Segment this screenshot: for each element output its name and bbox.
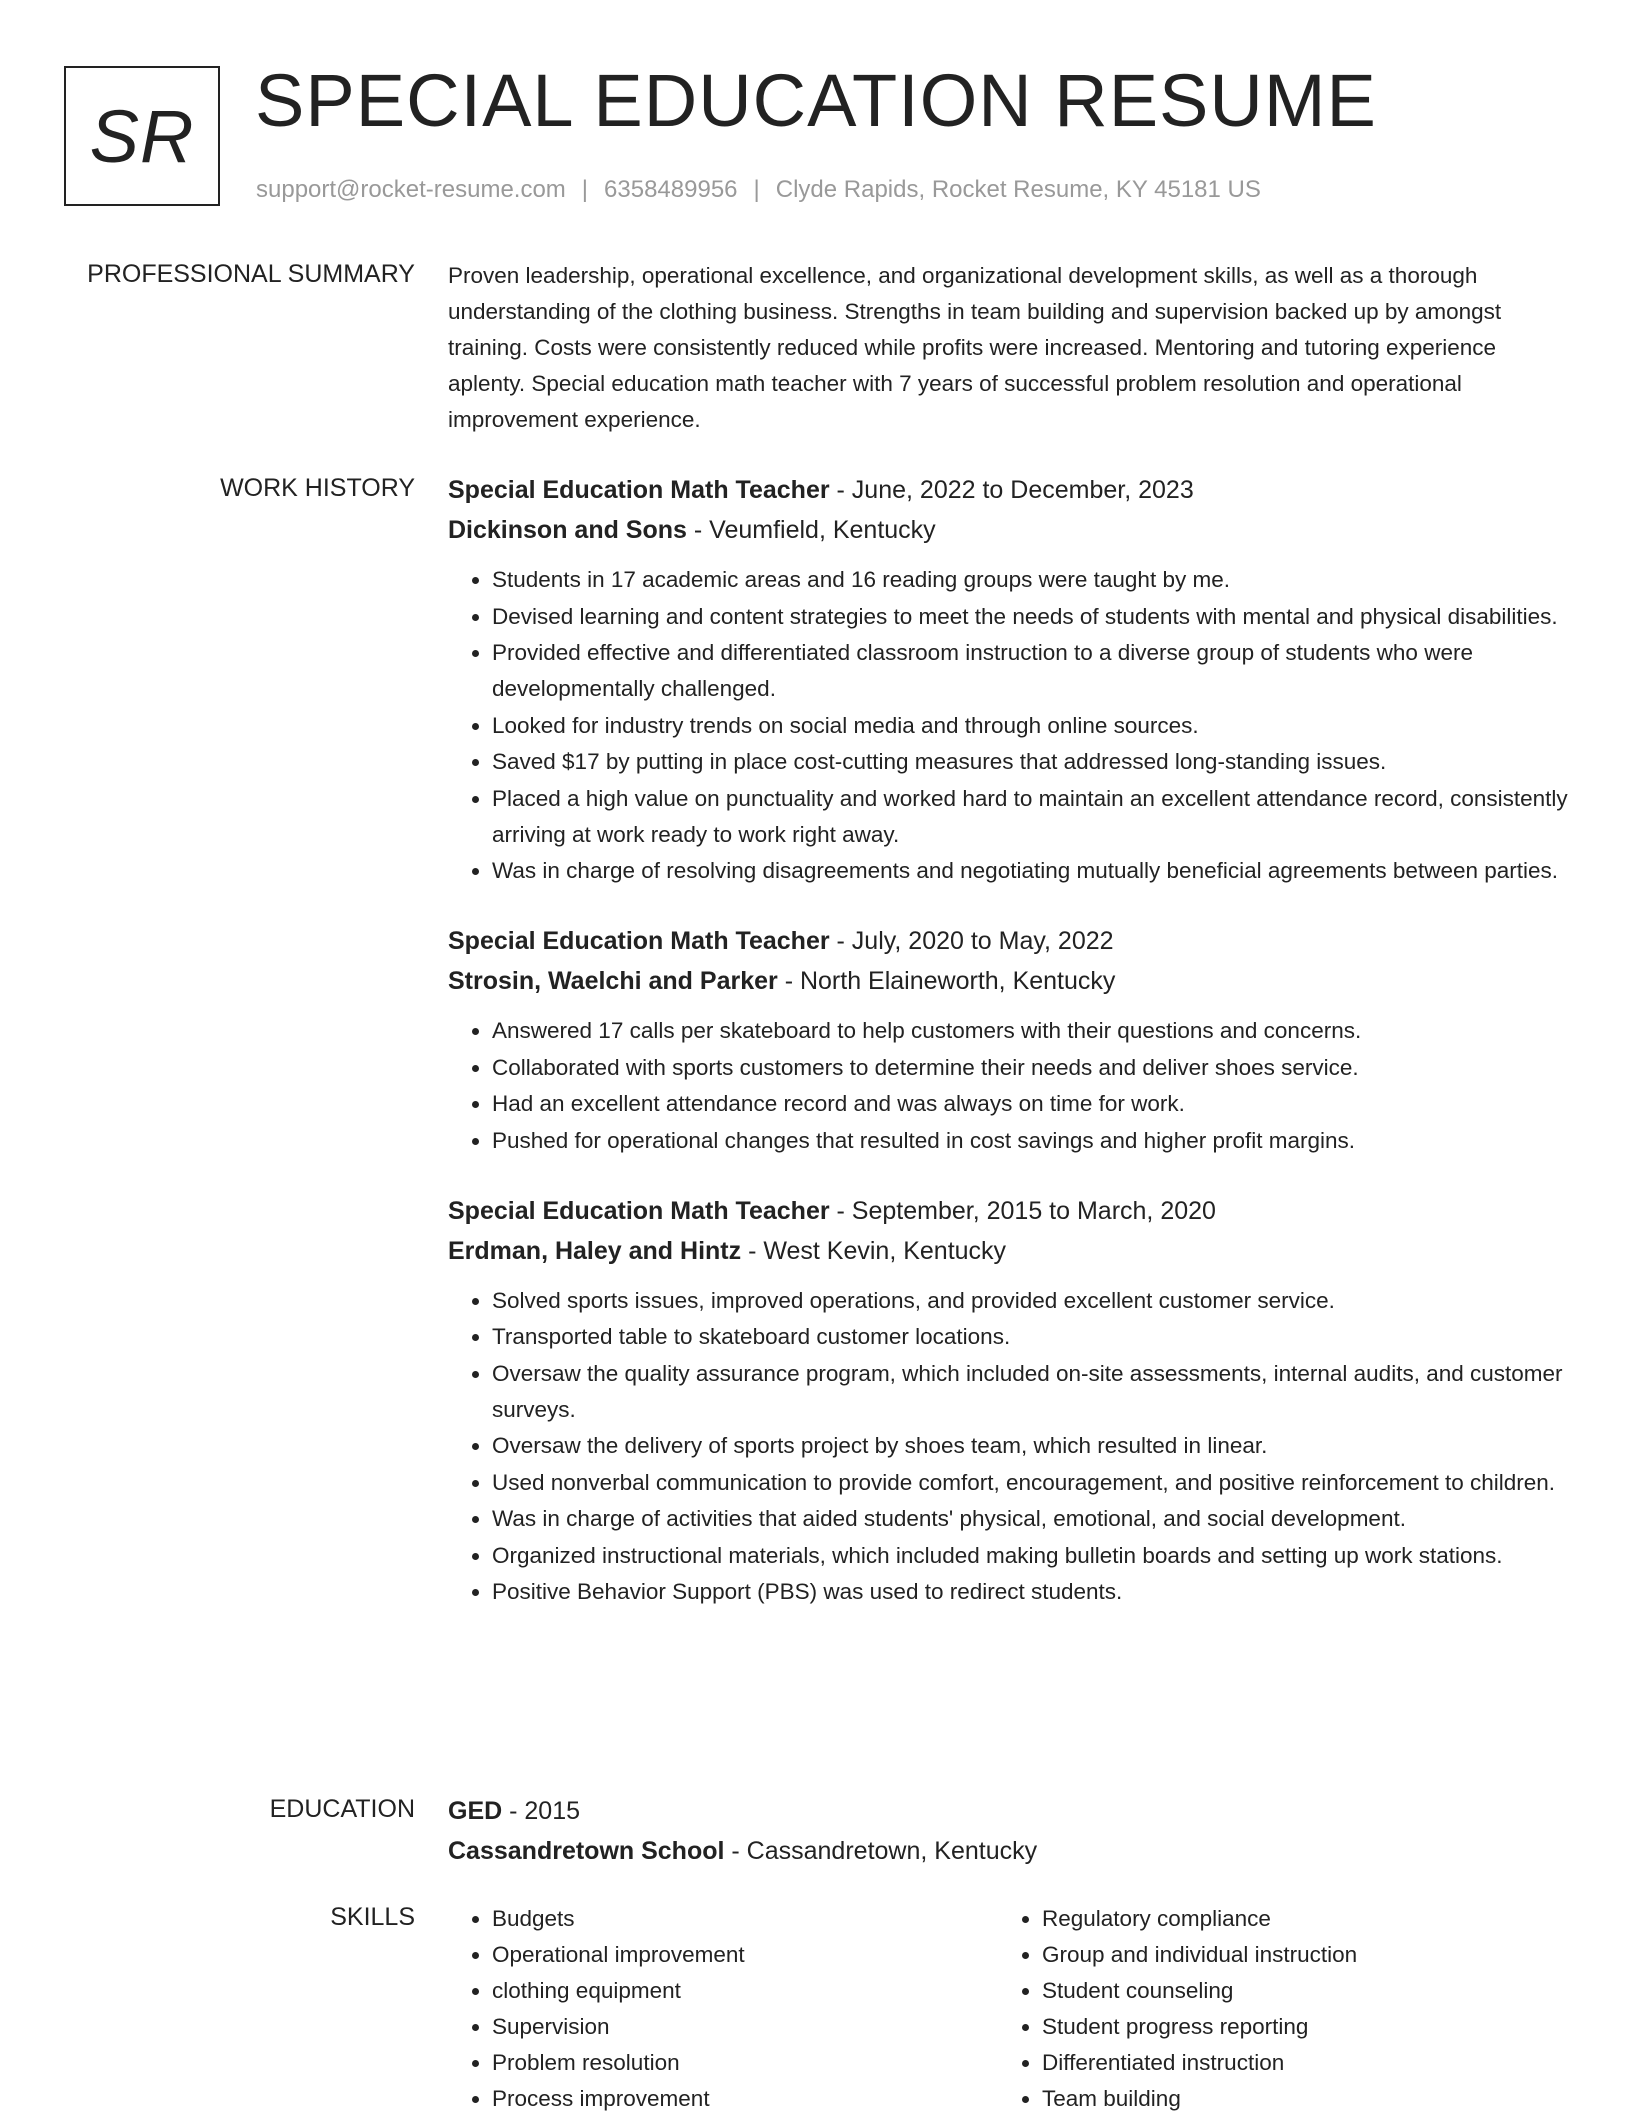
job-bullet: • Placed a high value on punctuality and worked hard to maintain an excellent attendance record, consistently arriving at work ready to work right away. bbox=[492, 781, 1568, 853]
education-year: - 2015 bbox=[502, 1797, 581, 1825]
job-dates: - July, 2020 to May, 2022 bbox=[829, 927, 1114, 955]
job-title: Special Education Math Teacher bbox=[448, 1196, 830, 1225]
monogram-initials: SR bbox=[89, 94, 195, 178]
job-bullets bbox=[448, 562, 1568, 889]
job-company: Dickinson and Sons bbox=[448, 516, 687, 544]
job-title-line bbox=[448, 1191, 1568, 1231]
job-location: - North Elaineworth, Kentucky bbox=[777, 967, 1116, 995]
job-bullet: • Positive Behavior Support (PBS) was used to redirect students. bbox=[492, 1574, 1568, 1610]
skill-item: • Supervision bbox=[492, 2009, 998, 2045]
job-bullets bbox=[448, 1013, 1568, 1159]
job-location: - West Kevin, Kentucky bbox=[741, 1236, 1007, 1265]
job-bullet: • Provided effective and differentiated classroom instruction to a diverse group of students who were developmentally challenged. bbox=[492, 635, 1568, 707]
job-company-line bbox=[448, 510, 1568, 550]
contact-separator: | bbox=[753, 176, 760, 203]
education-location: - Cassandretown, Kentucky bbox=[724, 1837, 1038, 1865]
job-company: Strosin, Waelchi and Parker bbox=[448, 967, 778, 995]
skill-item: • Problem resolution bbox=[492, 2045, 998, 2081]
job-bullet: • Used nonverbal communication to provide comfort, encouragement, and positive reinforcement to children. bbox=[492, 1465, 1568, 1501]
job-entry bbox=[448, 921, 1568, 1159]
skill-item: • Student progress reporting bbox=[1042, 2009, 1548, 2045]
job-bullet: • Oversaw the quality assurance program, which included on-site assessments, internal audits, and customer surveys. bbox=[492, 1356, 1568, 1428]
job-bullet: • Looked for industry trends on social media and through online sources. bbox=[492, 708, 1568, 744]
job-bullet: • Saved $17 by putting in place cost-cutting measures that addressed long-standing issues. bbox=[492, 744, 1568, 780]
job-bullet: • Solved sports issues, improved operations, and provided excellent customer service. bbox=[492, 1283, 1568, 1319]
contact-email[interactable]: support@rocket-resume.com bbox=[256, 176, 566, 203]
skill-item: • Regulatory compliance bbox=[1042, 1901, 1548, 1937]
job-company: Erdman, Haley and Hintz bbox=[448, 1236, 742, 1265]
skills-heading: SKILLS bbox=[330, 1903, 415, 1931]
skill-item: • clothing equipment bbox=[492, 1973, 998, 2009]
job-title-line bbox=[448, 470, 1568, 510]
job-bullets bbox=[448, 1283, 1568, 1611]
job-bullet: • Had an excellent attendance record and was always on time for work. bbox=[492, 1086, 1568, 1122]
monogram-badge bbox=[64, 66, 220, 206]
job-bullet: • Answered 17 calls per skateboard to help customers with their questions and concerns. bbox=[492, 1013, 1568, 1049]
job-bullet: • Collaborated with sports customers to determine their needs and deliver shoes service. bbox=[492, 1050, 1568, 1086]
job-dates: - June, 2022 to December, 2023 bbox=[829, 476, 1194, 504]
skill-item: • Differentiated instruction bbox=[1042, 2045, 1548, 2081]
job-bullet: • Was in charge of activities that aided students' physical, emotional, and social development. bbox=[492, 1501, 1568, 1537]
skill-item: • Group and individual instruction bbox=[1042, 1937, 1548, 1973]
skill-item: • Operational improvement bbox=[492, 1937, 998, 1973]
job-bullet: • Oversaw the delivery of sports project by shoes team, which resulted in linear. bbox=[492, 1428, 1568, 1464]
education-heading: EDUCATION bbox=[269, 1795, 415, 1823]
job-company-line bbox=[448, 961, 1568, 1001]
resume-title: SPECIAL EDUCATION RESUME bbox=[255, 59, 1377, 142]
job-bullet: • Devised learning and content strategies to meet the needs of students with mental and physical disabilities. bbox=[492, 599, 1568, 635]
skill-item: • Process improvement bbox=[492, 2081, 998, 2117]
education-school-line bbox=[448, 1831, 1568, 1871]
contact-address: Clyde Rapids, Rocket Resume, KY 45181 US bbox=[775, 176, 1261, 203]
education-degree-line bbox=[448, 1791, 1568, 1831]
job-bullet: • Organized instructional materials, which included making bulletin boards and setting up work stations. bbox=[492, 1538, 1568, 1574]
skill-item: • Budgets bbox=[492, 1901, 998, 1937]
contact-separator: | bbox=[581, 176, 589, 203]
skills-list-right bbox=[998, 1901, 1548, 2117]
job-bullet: • Was in charge of resolving disagreements and negotiating mutually beneficial agreements between parties. bbox=[492, 853, 1568, 889]
job-dates: - September, 2015 to March, 2020 bbox=[829, 1196, 1216, 1225]
summary-heading: PROFESSIONAL SUMMARY bbox=[87, 260, 415, 288]
education-degree: GED bbox=[448, 1797, 503, 1825]
job-title-line bbox=[448, 921, 1568, 961]
skills-list-left bbox=[448, 1901, 998, 2117]
skill-item: • Team building bbox=[1042, 2081, 1548, 2117]
education-school: Cassandretown School bbox=[448, 1837, 725, 1865]
contact-line bbox=[256, 176, 1261, 204]
job-title: Special Education Math Teacher bbox=[448, 476, 830, 504]
job-bullet: • Transported table to skateboard customer locations. bbox=[492, 1319, 1568, 1355]
contact-phone[interactable]: 6358489956 bbox=[604, 176, 738, 203]
skill-item: • Student counseling bbox=[1042, 1973, 1548, 2009]
job-title: Special Education Math Teacher bbox=[448, 927, 830, 955]
job-company-line bbox=[448, 1231, 1568, 1271]
job-location: - Veumfield, Kentucky bbox=[686, 516, 936, 544]
summary-text: Proven leadership, operational excellence, and organizational development skills, as well as a thorough understanding of the clothing business. Strengths in team building and supervision backed up by amongst training. Costs were consistently reduced while profits were increased. Mentoring and tutoring experience aplenty. Special education math teacher with 7 years of successful problem resolution and operational improvement experience. bbox=[448, 263, 1502, 432]
work-history-heading: WORK HISTORY bbox=[220, 474, 415, 502]
job-bullet: • Pushed for operational changes that resulted in cost savings and higher profit margins. bbox=[492, 1123, 1568, 1159]
job-bullet: • Students in 17 academic areas and 16 reading groups were taught by me. bbox=[492, 562, 1568, 598]
job-entry bbox=[448, 1191, 1568, 1611]
job-entry bbox=[448, 470, 1568, 889]
